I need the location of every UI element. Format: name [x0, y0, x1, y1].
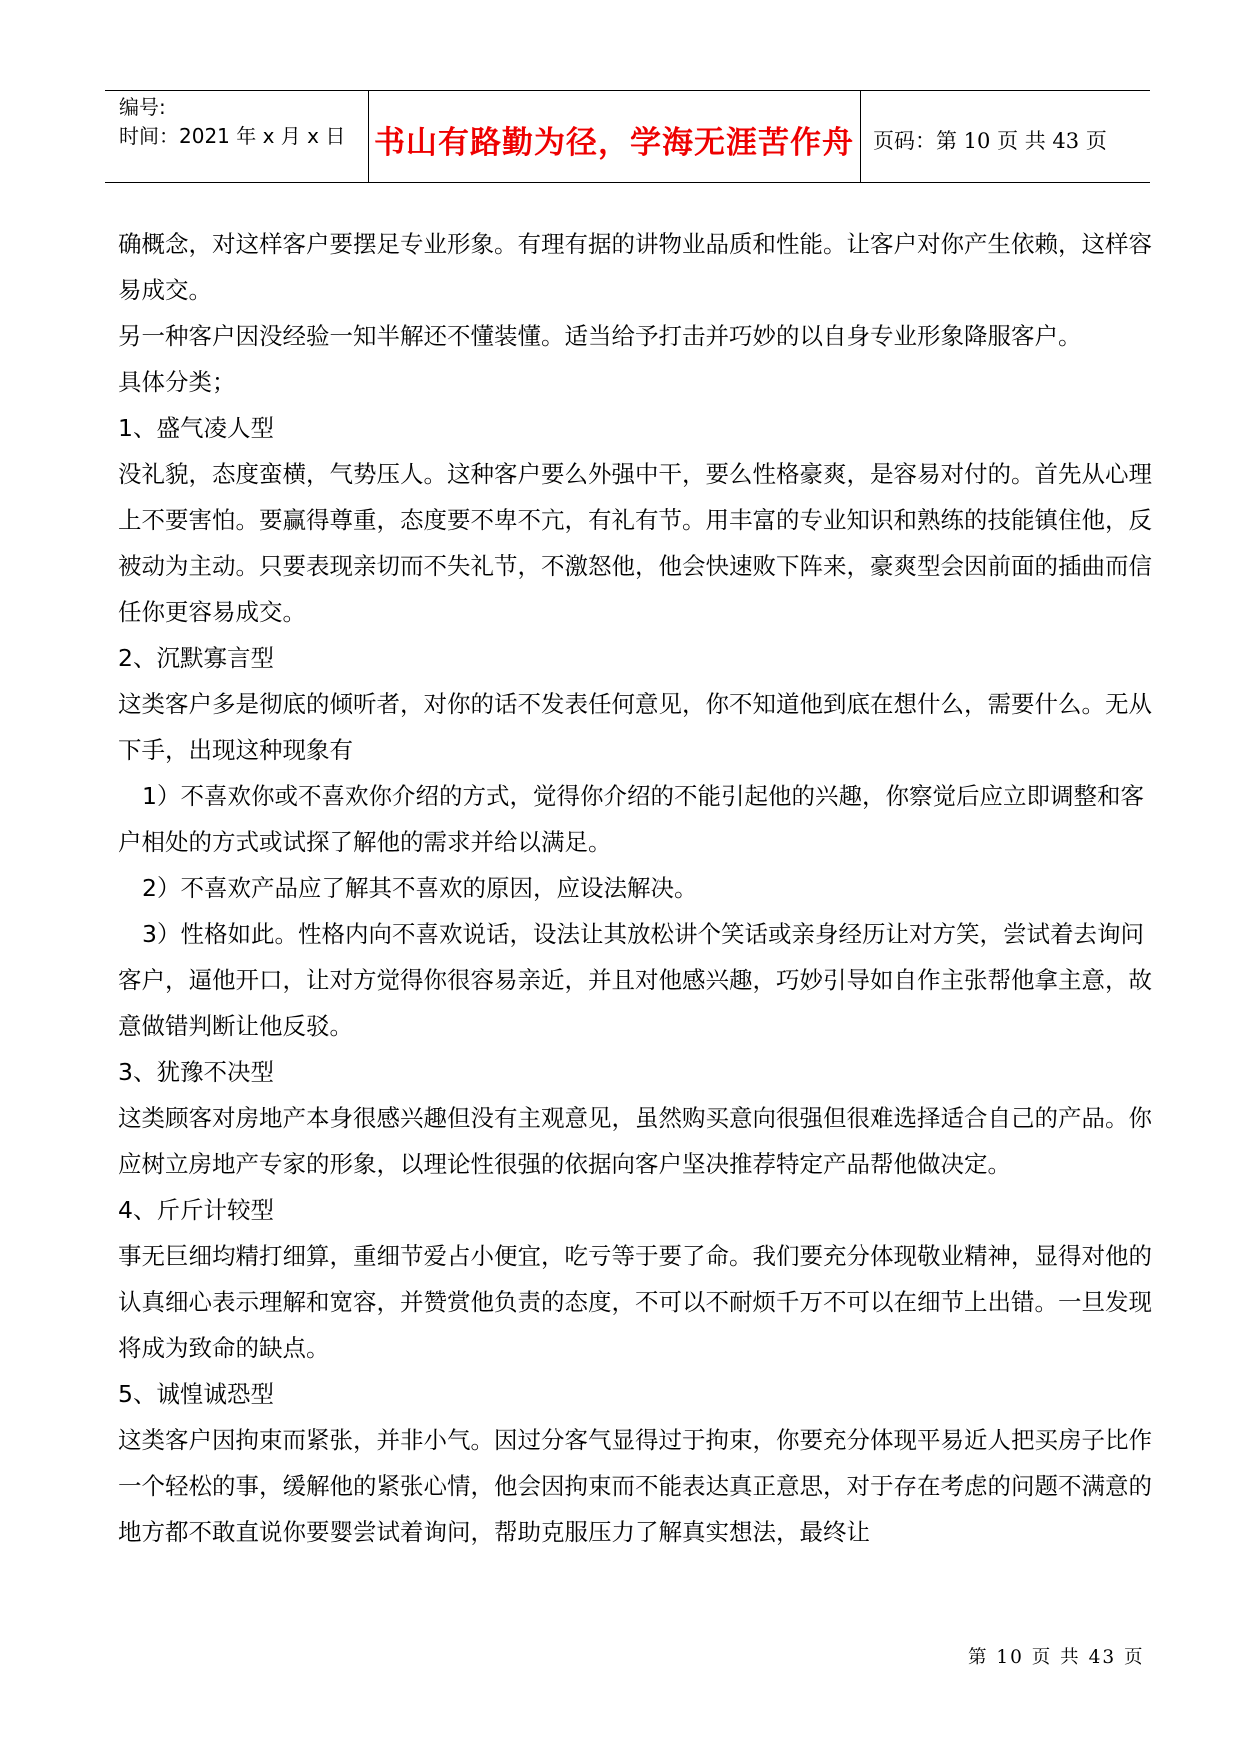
section-heading: 3、犹豫不决型 — [118, 1058, 274, 1086]
paragraph: 这类客户多是彻底的倾听者，对你的话不发表任何意见，你不知道他到底在想什么，需要什么。无从下手，出现这种现象有 — [118, 690, 1152, 764]
header-divider — [860, 91, 861, 182]
list-item: 3）性格如此。性格内向不喜欢说话，设法让其放松讲个笑话或亲身经历让对方笑，尝试着去询问客户，逼他开口，让对方觉得你很容易亲近，并且对他感兴趣，巧妙引导如自作主张帮他拿主意，故意做错判断让他反驳。 — [118, 920, 1152, 1040]
paragraph: 这类顾客对房地产本身很感兴趣但没有主观意见，虽然购买意向很强但很难选择适合自己的产品。你应树立房地产专家的形象，以理论性很强的依据向客户坚决推荐特定产品帮他做决定。 — [118, 1104, 1152, 1178]
paragraph: 这类客户因拘束而紧张，并非小气。因过分客气显得过于拘束，你要充分体现平易近人把买房子比作一个轻松的事，缓解他的紧张心情，他会因拘束而不能表达真正意思，对于存在考虑的问题不满意的地方都不敢直说你要婴尝试着询问，帮助克服压力了解真实想法，最终让 — [118, 1426, 1152, 1546]
paragraph: 确概念，对这样客户要摆足专业形象。有理有据的讲物业品质和性能。让客户对你产生依赖，这样容易成交。 — [118, 230, 1152, 304]
document-body — [118, 221, 1158, 1555]
section-heading: 5、诚惶诚恐型 — [118, 1380, 274, 1408]
page-footer: 第 10 页 共 43 页 — [968, 1647, 1145, 1668]
header-motto: 书山有路勤为径，学海无涯苦作舟 — [374, 125, 854, 161]
section-heading: 4、斤斤计较型 — [118, 1196, 274, 1224]
section-heading: 2、沉默寡言型 — [118, 644, 274, 672]
paragraph: 事无巨细均精打细算，重细节爱占小便宜，吃亏等于要了命。我们要充分体现敬业精神，显得对他的认真细心表示理解和宽容，并赞赏他负责的态度，不可以不耐烦千万不可以在细节上出错。一旦发现将成为致命的缺点。 — [118, 1242, 1152, 1362]
list-item: 1）不喜欢你或不喜欢你介绍的方式，觉得你介绍的不能引起他的兴趣，你察觉后应立即调整和客户相处的方式或试探了解他的需求并给以满足。 — [118, 782, 1144, 856]
header-meta — [119, 93, 345, 151]
list-item: 2）不喜欢产品应了解其不喜欢的原因，应设法解决。 — [142, 874, 698, 902]
header-page-info: 页码：第 10 页 共 43 页 — [873, 129, 1107, 153]
time-label: 时间：2021 年 x 月 x 日 — [119, 124, 346, 148]
paragraph: 具体分类； — [118, 368, 236, 396]
number-label: 编号: — [119, 95, 166, 119]
document-header — [105, 90, 1150, 183]
paragraph: 没礼貌，态度蛮横，气势压人。这种客户要么外强中干，要么性格豪爽，是容易对付的。首先从心理上不要害怕。要赢得尊重，态度要不卑不亢，有礼有节。用丰富的专业知识和熟练的技能镇住他，反被动为主动。只要表现亲切而不失礼节，不激怒他，他会快速败下阵来，豪爽型会因前面的插曲而信任你更容易成交。 — [118, 460, 1152, 626]
section-heading: 1、盛气凌人型 — [118, 414, 274, 442]
paragraph: 另一种客户因没经验一知半解还不懂装懂。适当给予打击并巧妙的以自身专业形象降服客户。 — [118, 322, 1082, 350]
